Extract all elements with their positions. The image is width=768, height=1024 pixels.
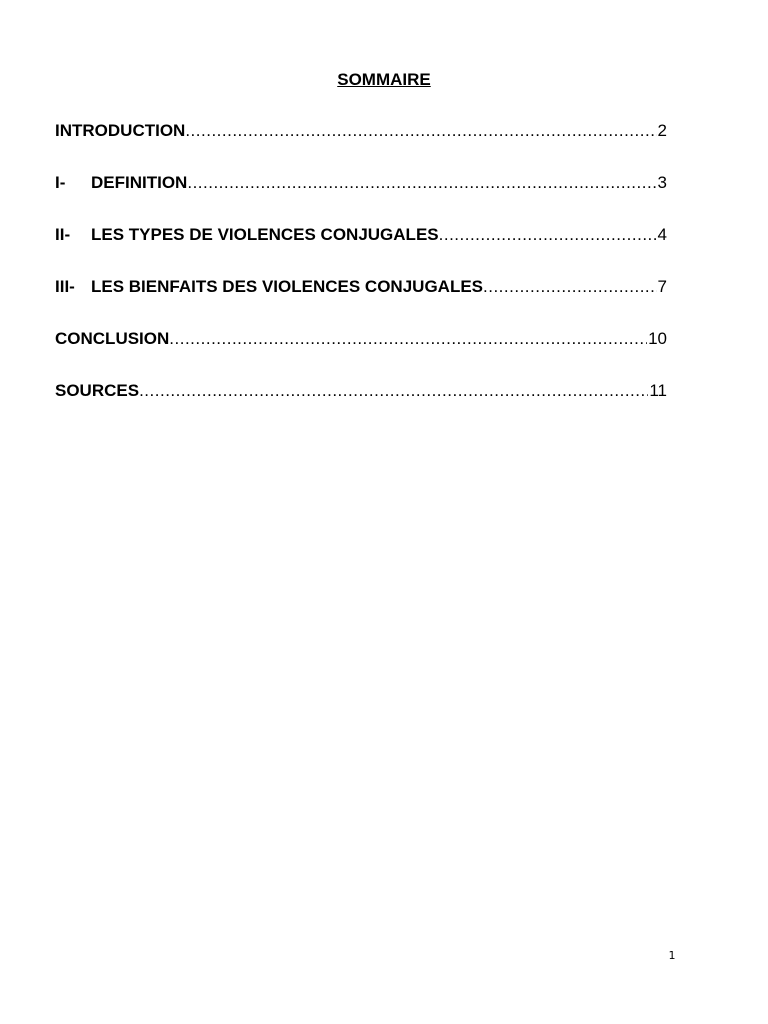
toc-leader-dots — [483, 276, 657, 298]
toc-leader-dots — [187, 172, 656, 194]
page-title — [0, 69, 768, 91]
toc-entry-number: III- — [55, 277, 75, 296]
toc-entry-page: 10 — [648, 329, 667, 348]
page-title-text: SOMMAIRE — [337, 70, 431, 89]
toc-entry-conclusion — [55, 328, 667, 350]
toc-entry-page: 3 — [657, 173, 667, 192]
toc-leader-dots — [169, 328, 647, 350]
toc-entry-page: 2 — [657, 121, 667, 140]
toc-entry-label: DEFINITION — [91, 173, 188, 192]
toc-entry-label: SOURCES — [55, 381, 140, 400]
table-of-contents — [55, 120, 667, 432]
toc-entry-types — [55, 224, 667, 246]
toc-leader-dots — [139, 380, 648, 402]
toc-entry-sources — [55, 380, 667, 402]
toc-entry-label: LES TYPES DE VIOLENCES CONJUGALES — [91, 225, 439, 244]
toc-entry-introduction — [55, 120, 667, 142]
toc-entry-page: 4 — [657, 225, 667, 244]
toc-leader-dots — [439, 224, 657, 246]
toc-leader-dots — [185, 120, 656, 142]
toc-entry-number: II- — [55, 225, 71, 244]
toc-entry-bienfaits — [55, 276, 667, 298]
footer-page-number: 1 — [668, 949, 676, 962]
toc-entry-page: 11 — [649, 381, 667, 400]
toc-entry-label: INTRODUCTION — [55, 121, 186, 140]
toc-entry-definition — [55, 172, 667, 194]
toc-entry-label: LES BIENFAITS DES VIOLENCES CONJUGALES — [91, 277, 484, 296]
toc-entry-number: I- — [55, 173, 66, 192]
toc-entry-page: 7 — [657, 277, 667, 296]
toc-entry-label: CONCLUSION — [55, 329, 170, 348]
